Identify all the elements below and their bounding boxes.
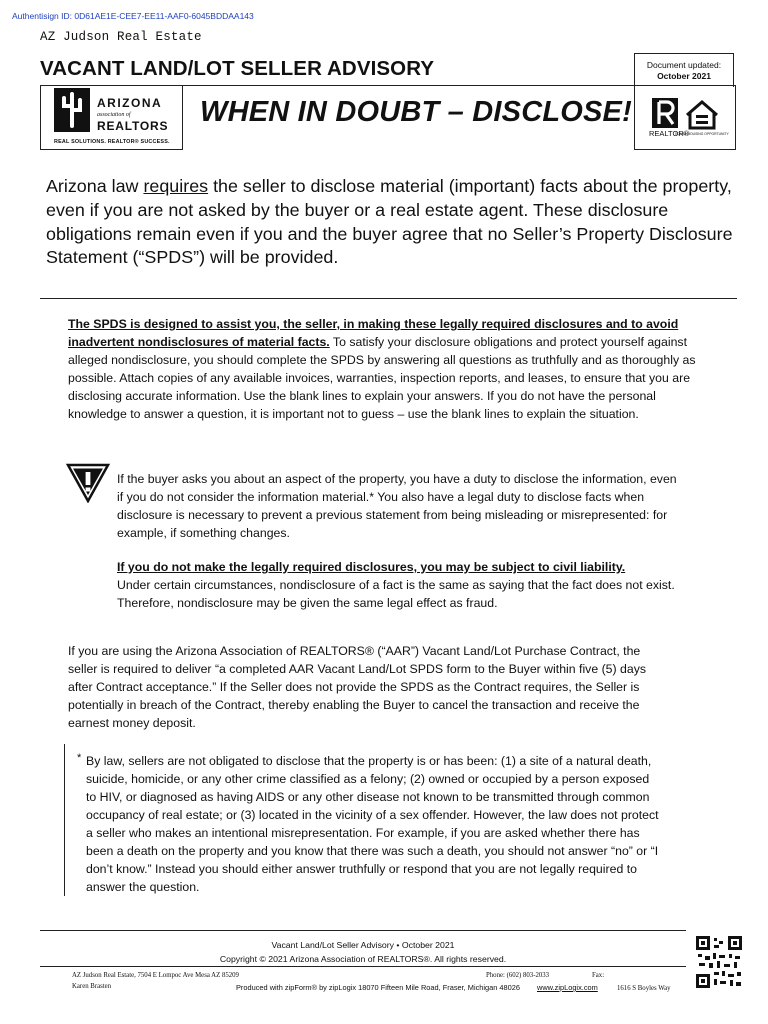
footnote-text: By law, sellers are not obligated to disclose that the property is or has been: (1) a site of a natural death, suicide, homicide, or any other crime classified as a felony; (2) owned or occupied by a person exposed to HIV, or diagnosed as having AIDS or any other disease not known to be transmitted through common occupancy of real estate; or (3) located in the vicinity of a sex offender. However, the law does not protect a seller who makes an intentional misrepresentation. For example, if you are asked whether there has been a death on the property and you know that there was such a death, you should not answer “no” or “I don’t know.” Instead you should either answer truthfully or respond that you are not legally required to answer the question.	[86, 754, 659, 894]
produced-with: Produced with zipForm® by zipLogix 18070 Fifteen Mile Road, Fraser, Michigan 48026	[236, 983, 520, 992]
banner-headline: WHEN IN DOUBT – DISCLOSE!	[200, 96, 632, 128]
realtor-caption: REALTOR®	[649, 129, 690, 138]
updated-date: October 2021	[657, 71, 711, 81]
office-phone: Phone: (602) 803-2033	[486, 972, 550, 979]
lead-underlined: requires	[143, 176, 209, 196]
lead-pre: Arizona law	[46, 176, 144, 196]
footnote-marker: *	[77, 752, 82, 764]
logo-name-line3: REALTORS	[97, 119, 169, 133]
office-fax: Fax:	[592, 972, 605, 979]
warning-icon	[66, 463, 110, 503]
updated-label: Document updated:	[646, 60, 722, 70]
lead-post: the seller to disclose material (important) facts about the property, even if you are not asked by the buyer or a real estate agent. These disclosure obligations remain even if you and the buyer agree that no Seller’s Property Disclosure Statement (“SPDS”) will be provided.	[46, 176, 733, 268]
footer-rule-bottom	[40, 966, 686, 967]
property-address: 1616 S Boyles Way	[617, 985, 671, 992]
document-title: VACANT LAND/LOT SELLER ADVISORY	[40, 57, 435, 80]
contract-paragraph: If you are using the Arizona Association of REALTORS® (“AAR”) Vacant Land/Lot Purchase Contract, the seller is required to deliver “a completed AAR Vacant Land/Lot SPDS form to the Buyer within five (5) days after Contract acceptance.” If the Seller does not provide the SPDS as the Contract requires, the Seller is potentially in breach of the Contract, thereby enabling the Buyer to cancel the transaction and receive the earnest money deposit.	[68, 644, 647, 730]
spds-paragraph	[68, 315, 708, 423]
logo-slogan: REAL SOLUTIONS. REALTOR® SUCCESS.	[54, 139, 170, 145]
liability-text: Under certain circumstances, nondisclosure of a fact is the same as saying that the fact does not exist. Therefore, nondisclosure may be given the same legal effect as fraud.	[117, 578, 675, 610]
eho-caption: EQUAL HOUSING OPPORTUNITY	[675, 132, 729, 136]
liability-paragraph	[117, 558, 677, 612]
footer-center	[200, 938, 526, 966]
office-address: AZ Judson Real Estate, 7504 E Lompoc Ave Mesa AZ 85209	[72, 972, 239, 979]
footer-rule-top	[40, 930, 686, 931]
realtor-eho-marks	[635, 86, 735, 148]
duty-paragraph: If the buyer asks you about an aspect of the property, you have a duty to disclose the information, even if you do not consider the information material.* You also have a legal duty to disclose facts when disclosure is necessary to prevent a previous statement from being misleading or misrepresented: for example, if something changes.	[117, 472, 677, 540]
footer-copyright: Copyright © 2021 Arizona Association of REALTORS®. All rights reserved.	[219, 954, 507, 964]
agent-name: Karen Brasten	[72, 983, 112, 990]
ziplogix-link[interactable]: www.zipLogix.com	[537, 983, 598, 992]
lead-statement	[46, 175, 736, 270]
trademark-box	[634, 86, 736, 150]
qr-code-icon	[696, 936, 742, 988]
footer-form-title: Vacant Land/Lot Seller Advisory • October 2021	[271, 940, 455, 950]
spds-paragraph-rest: To satisfy your disclosure obligations and protect yourself against alleged nondisclosure, you should complete the SPDS by answering all questions as truthfully and as thoroughly as possible. Attach copies of any available invoices, warranties, inspection reports, and leases, to ensure that you are disclosing accurate information. Use the blank lines to explain your answers. If you do not have the personal knowledge to answer a question, it is important not to guess – use the blank lines to explain the situation.	[68, 335, 696, 421]
section-rule	[40, 298, 737, 299]
liability-heading: If you do not make the legally required disclosures, you may be subject to civil liability.	[117, 560, 626, 574]
document-updated-box	[634, 53, 734, 87]
spds-paragraph-bold: The SPDS is designed to assist you, the seller, in making these legally required disclosures and to avoid inadvertent nondisclosures of material facts.	[68, 317, 679, 349]
logo-name-line2: association of	[97, 112, 131, 118]
brokerage-name: AZ Judson Real Estate	[40, 30, 202, 44]
logo-name-line1: ARIZONA	[97, 96, 163, 110]
authentisign-id: Authentisign ID: 0D61AE1E-CEE7-EE11-AAF0-6045BDDAA143	[12, 11, 254, 21]
